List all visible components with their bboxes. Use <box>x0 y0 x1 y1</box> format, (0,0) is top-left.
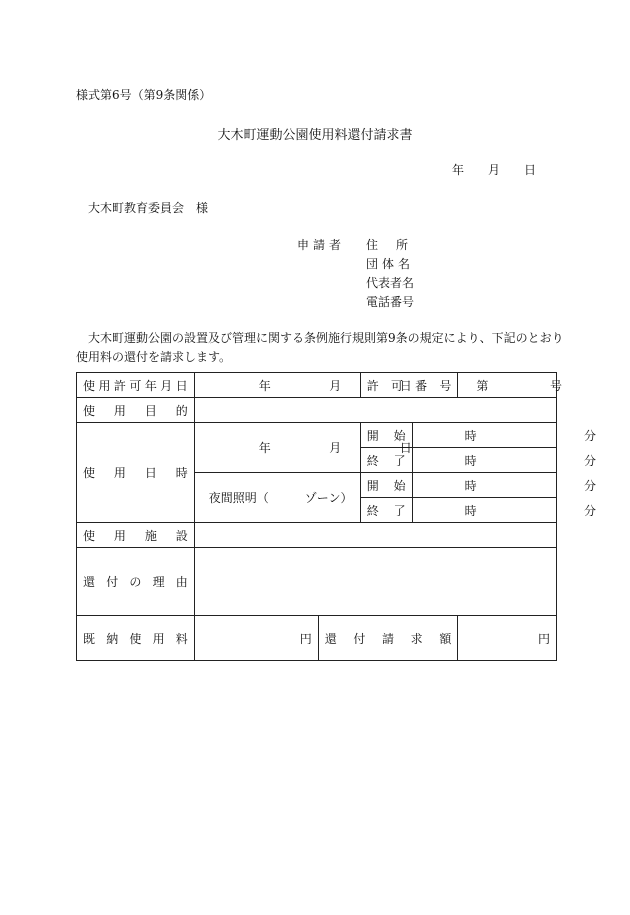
end-label: 終 了 <box>360 448 412 473</box>
permit-no-suffix: 号 <box>549 378 562 393</box>
date-year: 年 <box>452 163 465 177</box>
form-number: 様式第6号（第9条関係） <box>76 88 212 102</box>
date-month: 月 <box>488 163 501 177</box>
applicant-group-label: 団体名 <box>366 257 415 271</box>
start-minute: 分 <box>583 428 596 443</box>
refund-amount-field <box>458 616 557 661</box>
paid-fee-yen: 円 <box>299 631 312 646</box>
body-text-line2: 使用料の還付を請求します。 <box>76 350 232 364</box>
night-end-hour: 時 <box>464 503 477 518</box>
use-year: 年 <box>258 441 271 455</box>
permit-no-prefix: 第 <box>476 378 489 393</box>
applicant-role <box>297 236 345 253</box>
page-title: 大木町運動公園使用料還付請求書 <box>217 128 413 143</box>
facility-label: 使 用 施 設 <box>77 523 195 548</box>
addressee: 大木町教育委員会 様 <box>88 201 209 215</box>
purpose-label: 使 用 目 的 <box>77 398 195 423</box>
body-text-line1: 大木町運動公園の設置及び管理に関する条例施行規則第9条の規定により、下記のとおり <box>88 331 564 345</box>
header-date <box>452 161 536 178</box>
end-minute: 分 <box>583 453 596 468</box>
start-time-field <box>412 423 596 448</box>
facility-field <box>194 523 556 548</box>
night-end-time-field <box>412 498 596 523</box>
night-start-minute: 分 <box>583 478 596 493</box>
permit-no-field <box>458 373 562 398</box>
use-day: 日 <box>399 441 412 455</box>
night-end-label: 終 了 <box>360 498 412 523</box>
night-light-field <box>194 473 360 523</box>
night-end-minute: 分 <box>583 503 596 518</box>
reason-field <box>194 548 556 616</box>
permit-month: 月 <box>329 378 342 393</box>
refund-amount-label: 還 付 請 求 額 <box>318 616 458 661</box>
night-start-hour: 時 <box>464 478 477 493</box>
applicant-rep-label: 代表者名 <box>366 276 415 290</box>
refund-form-table <box>76 372 596 661</box>
permit-date-label: 使 用 許 可 年 月 日 <box>77 373 195 398</box>
applicant-phone-label: 電話番号 <box>366 295 415 309</box>
applicant-role-text: 申請者 <box>297 238 346 252</box>
start-hour: 時 <box>464 428 477 443</box>
permit-year: 年 <box>258 378 271 393</box>
applicant-address-label: 住 所 <box>366 238 412 252</box>
night-light-label: 夜間照明（ ゾーン） <box>208 491 353 505</box>
paid-fee-label: 既 納 使 用 料 <box>77 616 195 661</box>
night-start-time-field <box>412 473 596 498</box>
use-month: 月 <box>329 441 342 455</box>
night-start-label: 開 始 <box>360 473 412 498</box>
reason-label: 還 付 の 理 由 <box>77 548 195 616</box>
end-hour: 時 <box>464 453 477 468</box>
datetime-label: 使 用 日 時 <box>77 423 195 523</box>
date-day: 日 <box>524 163 537 177</box>
purpose-field <box>194 398 556 423</box>
start-label: 開 始 <box>360 423 412 448</box>
permit-no-label: 許 可 番 号 <box>360 373 458 398</box>
paid-fee-field <box>194 616 318 661</box>
permit-day: 日 <box>399 378 412 393</box>
end-time-field <box>412 448 596 473</box>
refund-amount-yen: 円 <box>537 631 550 646</box>
